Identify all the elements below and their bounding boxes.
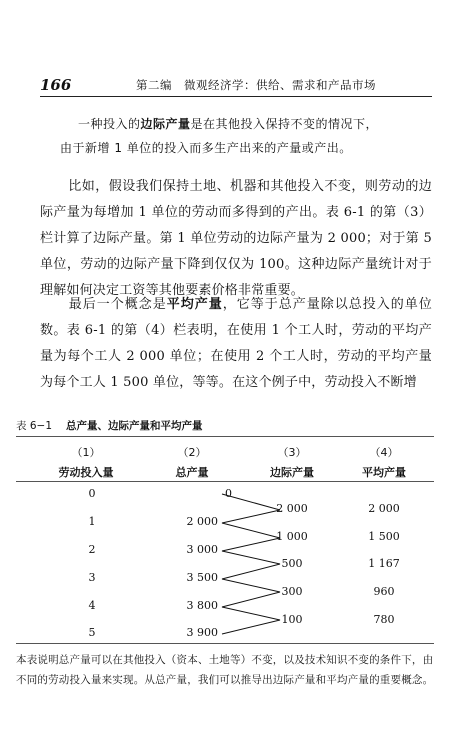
- definition-line-2: 由于新增 1 单位的投入而多生产出来的产量或产出。: [60, 141, 352, 155]
- column-2-header: 总产量: [175, 466, 209, 479]
- paragraph-2-post: ，它等于总产量除以总投入的单位数。表 6-1 的第（4）栏表明，在使用 1 个工人时，劳动的平均产量为每个工人 2 000 单位；在使用 2 个工人时，劳动的平均产量为每个工人 1 500 单位，等等。在这个例子中，劳动投入不断增: [40, 297, 432, 390]
- marginal-product-cell: 500: [281, 557, 303, 570]
- column-3-header: 边际产量: [270, 466, 314, 479]
- table-title: 总产量、边际产量和平均产量: [66, 420, 203, 432]
- paragraph-1-text: 比如，假设我们保持土地、机器和其他投入不变，则劳动的边际产量为每增加 1 单位的劳动而多得到的产出。表 6-1 的第（3）栏计算了边际产量。第 1 单位劳动的边际产量为 2 000；对于第 5 单位，劳动的边际产量下降到仅仅为 100。这种边际产量统计对于理解如何决定工资等其他要素价格非常重要。: [40, 179, 432, 298]
- definition-line-1-pre: 一种投入的: [78, 117, 141, 131]
- average-product-cell: 960: [373, 585, 395, 598]
- labor-cell: 1: [88, 515, 96, 528]
- table-bottom-rule: [16, 643, 434, 644]
- total-product-cell: 3 500: [186, 571, 218, 584]
- column-4-header: 平均产量: [362, 466, 406, 479]
- chapter-title: 第二编 微观经济学：供给、需求和产品市场: [136, 78, 376, 92]
- average-product-term: 平均产量: [166, 297, 223, 312]
- definition-line-1-post: 是在其他投入保持不变的情况下，: [190, 117, 379, 131]
- marginal-product-cell: 2 000: [276, 502, 308, 515]
- total-product-cell: 0: [225, 487, 232, 500]
- labor-cell: 3: [88, 571, 96, 584]
- paragraph-2-pre: 最后一个概念是: [68, 297, 167, 312]
- marginal-product-cell: 100: [281, 613, 303, 626]
- column-1-header: 劳动投入量: [58, 466, 114, 479]
- page-number: 166: [40, 76, 72, 94]
- total-product-cell: 3 000: [186, 543, 218, 556]
- column-1-index: （1）: [71, 446, 101, 459]
- table-number: 表 6−1: [16, 420, 52, 432]
- column-3-index: （3）: [277, 446, 307, 459]
- table-note: 本表说明总产量可以在其他投入（资本、土地等）不变，以及技术知识不变的条件下，由不同的劳动投入量来实现。从总产量，我们可以推导出边际产量和平均产量的重要概念。: [16, 654, 434, 686]
- average-product-cell: 1 500: [368, 530, 400, 543]
- marginal-product-cell: 300: [281, 585, 303, 598]
- marginal-product-cell: 1 000: [276, 530, 308, 543]
- labor-cell: 0: [88, 487, 96, 500]
- total-product-cell: 3 800: [186, 599, 218, 612]
- column-4-index: （4）: [369, 446, 399, 459]
- total-product-cell: 3 900: [186, 626, 218, 639]
- average-product-cell: 2 000: [368, 502, 400, 515]
- labor-cell: 5: [88, 626, 96, 639]
- average-product-cell: 780: [373, 613, 395, 626]
- average-product-cell: 1 167: [368, 557, 400, 570]
- total-product-cell: 2 000: [186, 515, 218, 528]
- column-2-index: （2）: [177, 446, 207, 459]
- labor-cell: 4: [88, 599, 96, 612]
- definition-term: 边际产量: [140, 117, 191, 131]
- labor-cell: 2: [88, 543, 96, 556]
